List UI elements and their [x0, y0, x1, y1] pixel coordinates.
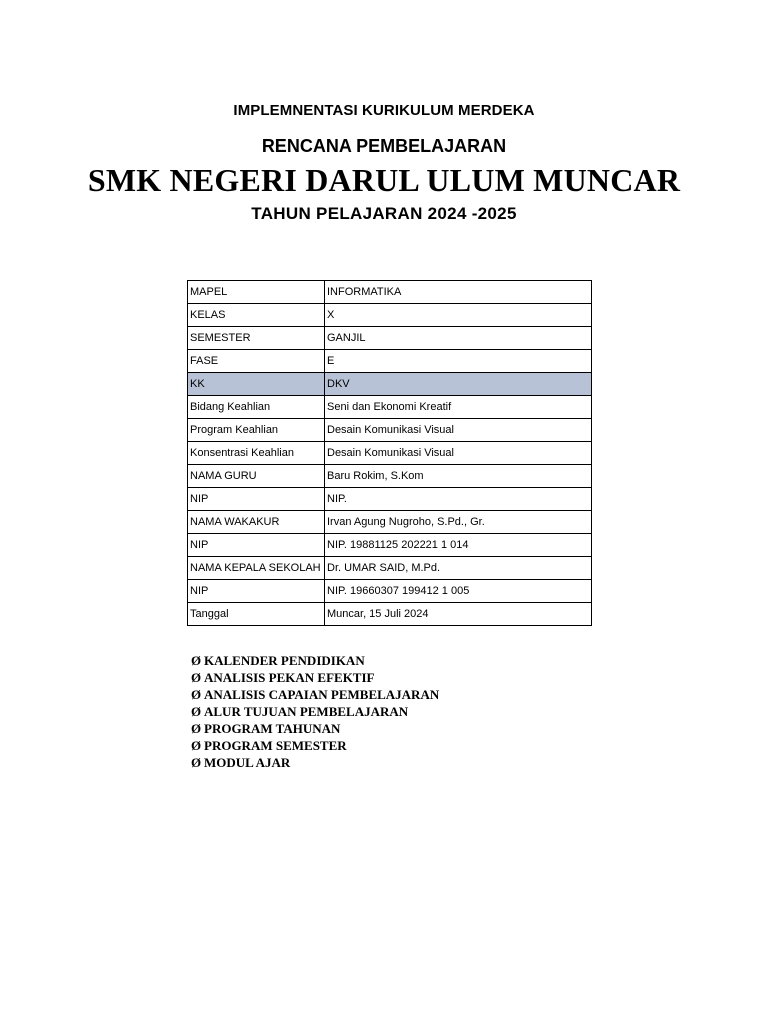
row-label: Bidang Keahlian	[188, 396, 325, 419]
curriculum-heading: IMPLEMNENTASI KURIKULUM MERDEKA	[233, 102, 535, 119]
table-row-nip-kepala-sekolah	[188, 580, 592, 603]
row-value: Desain Komunikasi Visual	[325, 442, 592, 465]
info-table	[187, 280, 592, 626]
row-value: NIP. 19881125 202221 1 014	[325, 534, 592, 557]
table-row-program-keahlian	[188, 419, 592, 442]
list-item-label: MODUL AJAR	[204, 755, 291, 770]
row-label: NIP	[188, 580, 325, 603]
row-label: SEMESTER	[188, 327, 325, 350]
document-list	[191, 652, 439, 771]
row-label: NAMA KEPALA SEKOLAH	[188, 557, 325, 580]
table-row-nip-guru	[188, 488, 592, 511]
row-label: Tanggal	[188, 603, 325, 626]
table-row-tanggal	[188, 603, 592, 626]
row-label: Program Keahlian	[188, 419, 325, 442]
table-row-kk	[188, 373, 592, 396]
row-label: KELAS	[188, 304, 325, 327]
list-item	[191, 669, 439, 686]
row-value: E	[325, 350, 592, 373]
plan-heading: RENCANA PEMBELAJARAN	[261, 136, 507, 156]
table-row-bidang-keahlian	[188, 396, 592, 419]
list-item-label: PROGRAM TAHUNAN	[204, 721, 341, 736]
list-item-label: ANALISIS PEKAN EFEKTIF	[204, 670, 375, 685]
row-value: Muncar, 15 Juli 2024	[325, 603, 592, 626]
list-item	[191, 686, 439, 703]
list-item-label: ANALISIS CAPAIAN PEMBELAJARAN	[204, 687, 440, 702]
row-value: Desain Komunikasi Visual	[325, 419, 592, 442]
row-value: NIP. 19660307 199412 1 005	[325, 580, 592, 603]
row-value: Dr. UMAR SAID, M.Pd.	[325, 557, 592, 580]
row-value: INFORMATIKA	[325, 281, 592, 304]
arrow-bullet-icon: Ø	[191, 687, 202, 702]
table-row-konsentrasi-keahlian	[188, 442, 592, 465]
table-row-mapel	[188, 281, 592, 304]
list-item	[191, 720, 439, 737]
table-row-nama-kepala-sekolah	[188, 557, 592, 580]
arrow-bullet-icon: Ø	[191, 738, 202, 753]
list-item-label: KALENDER PENDIDIKAN	[204, 653, 365, 668]
row-value: Irvan Agung Nugroho, S.Pd., Gr.	[325, 511, 592, 534]
row-value: NIP.	[325, 488, 592, 511]
arrow-bullet-icon: Ø	[191, 755, 202, 770]
row-label: MAPEL	[188, 281, 325, 304]
arrow-bullet-icon: Ø	[191, 704, 202, 719]
list-item	[191, 754, 439, 771]
arrow-bullet-icon: Ø	[191, 653, 202, 668]
row-value: GANJIL	[325, 327, 592, 350]
row-label: NAMA WAKAKUR	[188, 511, 325, 534]
row-value: X	[325, 304, 592, 327]
row-label: NIP	[188, 488, 325, 511]
arrow-bullet-icon: Ø	[191, 670, 202, 685]
academic-year: TAHUN PELAJARAN 2024 -2025	[251, 204, 517, 223]
table-row-semester	[188, 327, 592, 350]
list-item-label: ALUR TUJUAN PEMBELAJARAN	[204, 704, 409, 719]
list-item	[191, 737, 439, 754]
row-value: Seni dan Ekonomi Kreatif	[325, 396, 592, 419]
row-label: KK	[188, 373, 325, 396]
table-row-kelas	[188, 304, 592, 327]
row-label: NAMA GURU	[188, 465, 325, 488]
row-value: DKV	[325, 373, 592, 396]
school-title: SMK NEGERI DARUL ULUM MUNCAR	[87, 162, 681, 198]
list-item	[191, 703, 439, 720]
arrow-bullet-icon: Ø	[191, 721, 202, 736]
table-row-fase	[188, 350, 592, 373]
row-label: NIP	[188, 534, 325, 557]
table-row-nip-wakakur	[188, 534, 592, 557]
row-label: FASE	[188, 350, 325, 373]
row-value: Baru Rokim, S.Kom	[325, 465, 592, 488]
table-row-nama-wakakur	[188, 511, 592, 534]
list-item	[191, 652, 439, 669]
list-item-label: PROGRAM SEMESTER	[204, 738, 347, 753]
table-row-nama-guru	[188, 465, 592, 488]
row-label: Konsentrasi Keahlian	[188, 442, 325, 465]
